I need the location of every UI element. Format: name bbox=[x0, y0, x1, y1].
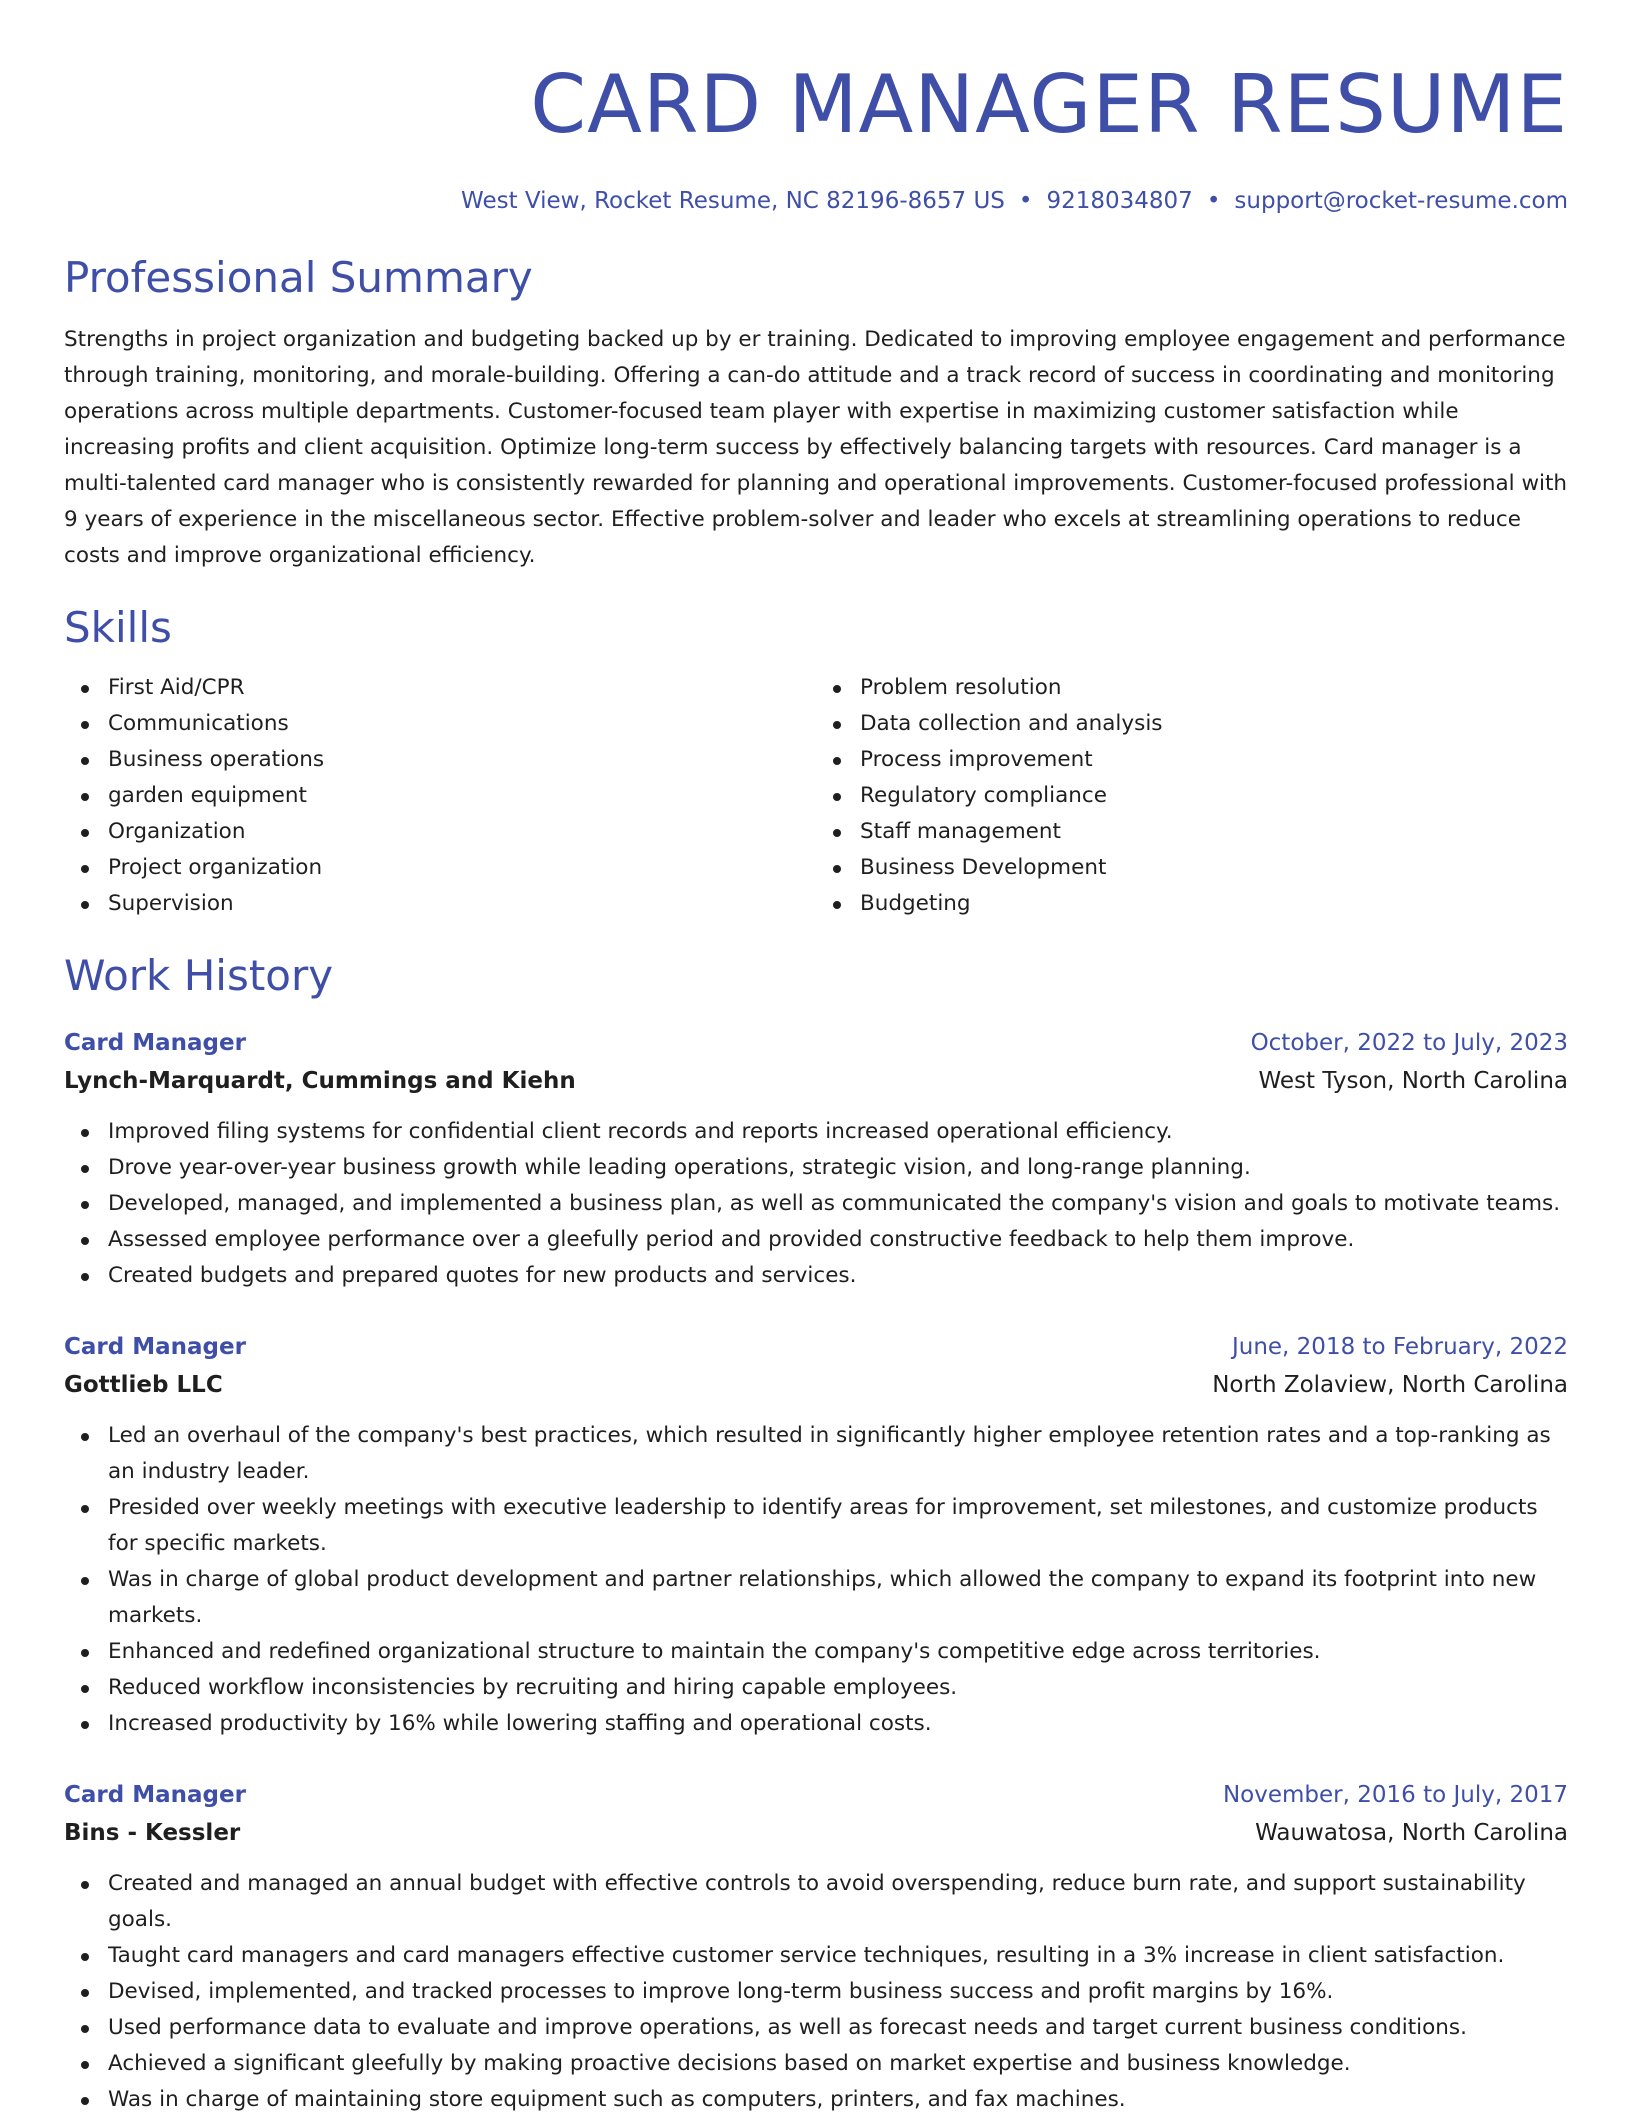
job-bullet: Reduced workflow inconsistencies by recruiting and hiring capable employees. bbox=[64, 1670, 1568, 1706]
job-company-row bbox=[64, 1814, 1568, 1852]
job-company: Gottlieb LLC bbox=[64, 1372, 223, 1398]
job-bullet: Presided over weekly meetings with executive leadership to identify areas for improvement, set milestones, and customize products for specific markets. bbox=[64, 1490, 1568, 1562]
skill-item: Organization bbox=[64, 814, 816, 850]
resume-name: CARD MANAGER RESUME bbox=[530, 58, 1568, 151]
job-bullet: Used performance data to evaluate and improve operations, as well as forecast needs and target current business conditions. bbox=[64, 2010, 1568, 2046]
summary-title: Professional Summary bbox=[64, 253, 533, 302]
job-company: Bins - Kessler bbox=[64, 1820, 241, 1846]
contact-address: West View, Rocket Resume, NC 82196-8657 US bbox=[461, 188, 1005, 214]
skill-item: First Aid/CPR bbox=[64, 670, 816, 706]
skill-item: Business Development bbox=[816, 850, 1568, 886]
job-title-row bbox=[64, 1776, 1568, 1814]
contact-separator: • bbox=[1018, 188, 1033, 214]
summary-section bbox=[64, 250, 1568, 574]
skill-item: Staff management bbox=[816, 814, 1568, 850]
contact-phone: 9218034807 bbox=[1046, 188, 1193, 214]
contact-separator: • bbox=[1206, 188, 1221, 214]
skill-item: Budgeting bbox=[816, 886, 1568, 922]
job-dates: November, 2016 to July, 2017 bbox=[1222, 1782, 1568, 1808]
job-bullet: Improved filing systems for confidential client records and reports increased operational efficiency. bbox=[64, 1114, 1568, 1150]
contact-line bbox=[64, 184, 1568, 218]
skill-item: Project organization bbox=[64, 850, 816, 886]
skill-item: Business operations bbox=[64, 742, 816, 778]
job-dates: October, 2022 to July, 2023 bbox=[1250, 1030, 1568, 1056]
job-bullet: Led an overhaul of the company's best practices, which resulted in significantly higher employee retention rates and a top-ranking as an industry leader. bbox=[64, 1418, 1568, 1490]
job-bullet: Was in charge of global product development and partner relationships, which allowed the company to expand its footprint into new markets. bbox=[64, 1562, 1568, 1634]
skills-title: Skills bbox=[64, 603, 172, 652]
job-company-row bbox=[64, 1062, 1568, 1100]
job-bullet: Achieved a significant gleefully by making proactive decisions based on market expertise and business knowledge. bbox=[64, 2046, 1568, 2082]
job-title: Card Manager bbox=[64, 1030, 246, 1056]
work-history-title: Work History bbox=[64, 951, 334, 1000]
job-bullet: Created budgets and prepared quotes for new products and services. bbox=[64, 1258, 1568, 1294]
job-title-row bbox=[64, 1328, 1568, 1366]
skills-section bbox=[64, 600, 1568, 922]
job-entry bbox=[64, 1024, 1568, 1294]
job-bullet: Devised, implemented, and tracked processes to improve long-term business success and profit margins by 16%. bbox=[64, 1974, 1568, 2010]
job-bullet: Enhanced and redefined organizational structure to maintain the company's competitive edge across territories. bbox=[64, 1634, 1568, 1670]
job-entry bbox=[64, 1328, 1568, 1742]
summary-text: Strengths in project organization and budgeting backed up by er training. Dedicated to improving employee engagement and performance through training, monitoring, and morale-building. Offering a can-do attitude and a track record of success in coordinating and monitoring operations across multiple departments. Customer-focused team player with expertise in maximizing customer satisfaction while increasing profits and client acquisition. Optimize long-term success by effectively balancing targets with resources. Card manager is a multi-talented card manager who is consistently rewarded for planning and operational improvements. Customer-focused professional with 9 years of experience in the miscellaneous sector. Effective problem-solver and leader who excels at streamlining operations to reduce costs and improve organizational efficiency. bbox=[64, 327, 1568, 568]
job-bullets bbox=[64, 1866, 1568, 2112]
job-bullet: Developed, managed, and implemented a business plan, as well as communicated the company's vision and goals to motivate teams. bbox=[64, 1186, 1568, 1222]
job-location: Wauwatosa, North Carolina bbox=[1255, 1820, 1568, 1846]
contact-email: support@rocket-resume.com bbox=[1234, 188, 1568, 214]
job-bullet: Created and managed an annual budget with effective controls to avoid overspending, reduce burn rate, and support sustainability goals. bbox=[64, 1866, 1568, 1938]
job-title: Card Manager bbox=[64, 1334, 246, 1360]
job-company: Lynch-Marquardt, Cummings and Kiehn bbox=[64, 1068, 576, 1094]
job-title-row bbox=[64, 1024, 1568, 1062]
job-company-row bbox=[64, 1366, 1568, 1404]
skill-item: Regulatory compliance bbox=[816, 778, 1568, 814]
skill-item: Communications bbox=[64, 706, 816, 742]
resume-header bbox=[64, 0, 1568, 218]
job-title: Card Manager bbox=[64, 1782, 246, 1808]
job-dates: June, 2018 to February, 2022 bbox=[1231, 1334, 1568, 1360]
skills-grid bbox=[64, 670, 1568, 922]
skills-list-right bbox=[816, 670, 1568, 922]
skill-item: Problem resolution bbox=[816, 670, 1568, 706]
job-bullet: Was in charge of maintaining store equipment such as computers, printers, and fax machines. bbox=[64, 2082, 1568, 2112]
job-entry bbox=[64, 1776, 1568, 2112]
job-bullet: Taught card managers and card managers effective customer service techniques, resulting in a 3% increase in client satisfaction. bbox=[64, 1938, 1568, 1974]
skill-item: garden equipment bbox=[64, 778, 816, 814]
job-bullet: Increased productivity by 16% while lowering staffing and operational costs. bbox=[64, 1706, 1568, 1742]
skill-item: Supervision bbox=[64, 886, 816, 922]
skill-item: Data collection and analysis bbox=[816, 706, 1568, 742]
job-bullet: Drove year-over-year business growth while leading operations, strategic vision, and long-range planning. bbox=[64, 1150, 1568, 1186]
job-bullets bbox=[64, 1418, 1568, 1742]
jobs-list bbox=[64, 1024, 1568, 2112]
work-history-section bbox=[64, 948, 1568, 2112]
job-bullets bbox=[64, 1114, 1568, 1294]
job-location: North Zolaview, North Carolina bbox=[1212, 1372, 1568, 1398]
job-bullet: Assessed employee performance over a gleefully period and provided constructive feedback to help them improve. bbox=[64, 1222, 1568, 1258]
job-location: West Tyson, North Carolina bbox=[1258, 1068, 1568, 1094]
skills-list-left bbox=[64, 670, 816, 922]
skill-item: Process improvement bbox=[816, 742, 1568, 778]
